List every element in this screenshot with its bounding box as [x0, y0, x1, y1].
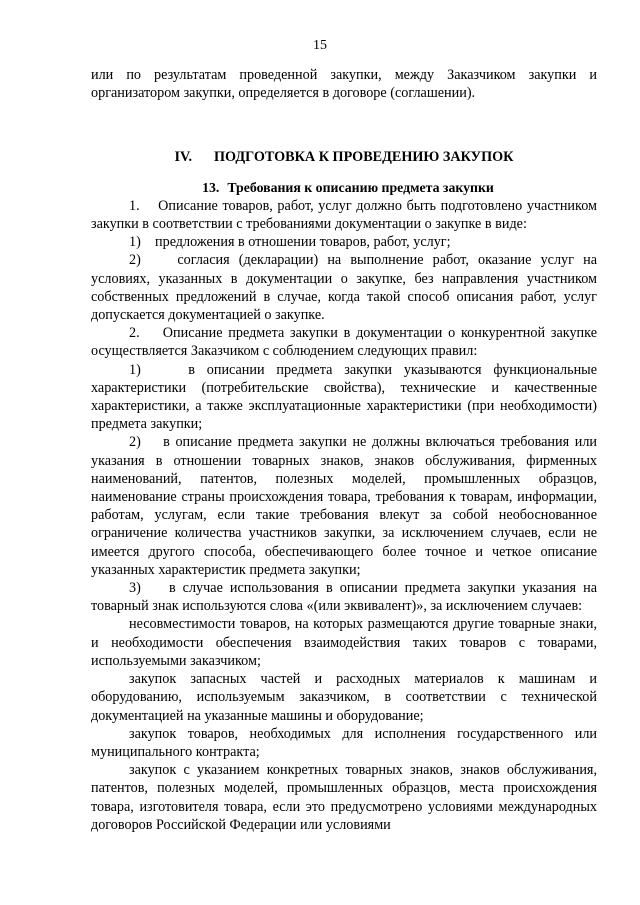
subsection-heading	[91, 179, 597, 197]
subsection-number: 13.	[202, 179, 220, 195]
exception-international-treaties: закупок с указанием конкретных товарных знаков, знаков обслуживания, патентов, полезных моделей, промышленных образцов, места происхождения товара, изготовителя товара, если это предусмотрено условиями международных договоров Российской Федерации или условиями	[91, 762, 597, 833]
paragraph-2: 2. Описание предмета закупки в документации о конкурентной закупке осуществляется Заказчиком с соблюдением следующих правил:	[91, 325, 597, 360]
subsection-title: Требования к описанию предмета закупки	[227, 179, 494, 195]
paragraph-2-item-3: 3) в случае использования в описании предмета закупки указания на товарный знак используются слова «(или эквивалент)», за исключением случаев:	[91, 580, 597, 615]
paragraph-1-item-1: 1) предложения в отношении товаров, работ, услуг;	[129, 234, 451, 251]
exception-spare-parts: закупок запасных частей и расходных материалов к машинам и оборудованию, используемым заказчиком, в соответствии с технической документацией на указанные машины и оборудование;	[91, 671, 597, 724]
page-number: 15	[313, 38, 327, 53]
section-heading	[91, 148, 597, 166]
section-title: ПОДГОТОВКА К ПРОВЕДЕНИЮ ЗАКУПОК	[214, 149, 514, 166]
section-number: IV.	[174, 149, 193, 166]
paragraph-2-item-1: 1) в описании предмета закупки указываются функциональные характеристики (потребительские свойства), технические и качественные характеристики, а также эксплуатационные характеристики (при необходимости) предмета закупки;	[91, 361, 597, 433]
exception-incompatibility: несовместимости товаров, на которых размещаются другие товарные знаки, и необходимости обеспечения взаимодействия таких товаров с товарами, используемыми заказчиком;	[91, 616, 597, 669]
exception-state-contract: закупок товаров, необходимых для исполнения государственного или муниципального контракта;	[91, 725, 597, 760]
paragraph-1: 1. Описание товаров, работ, услуг должно быть подготовлено участником закупки в соответствии с требованиями документации о закупке в виде:	[91, 197, 597, 233]
document-body	[91, 66, 597, 834]
paragraph-1-item-2: 2) согласия (декларации) на выполнение работ, оказание услуг на условиях, указанных в документации о закупке, без направления участником собственных предложений в случае, когда такой способ описания работ, услуг допускается документацией о закупке.	[91, 252, 597, 324]
paragraph-2-item-2: 2) в описание предмета закупки не должны включаться требования или указания в отношении товарных знаков, знаков обслуживания, фирменных наименований, патентов, полезных моделей, промышленных образцов, наименование страны происхождения товара, требования к товарам, информации, работам, услугам, если такие требования влекут за собой необоснованное ограничение количества участников закупки, за исключением случаев, если не имеется другого способа, обеспечивающего более точное и четкое описание указанных характеристик предмета закупки;	[91, 434, 597, 578]
intro-paragraph: или по результатам проведенной закупки, между Заказчиком закупки и организатором закупки, определяется в договоре (соглашении).	[91, 67, 597, 102]
